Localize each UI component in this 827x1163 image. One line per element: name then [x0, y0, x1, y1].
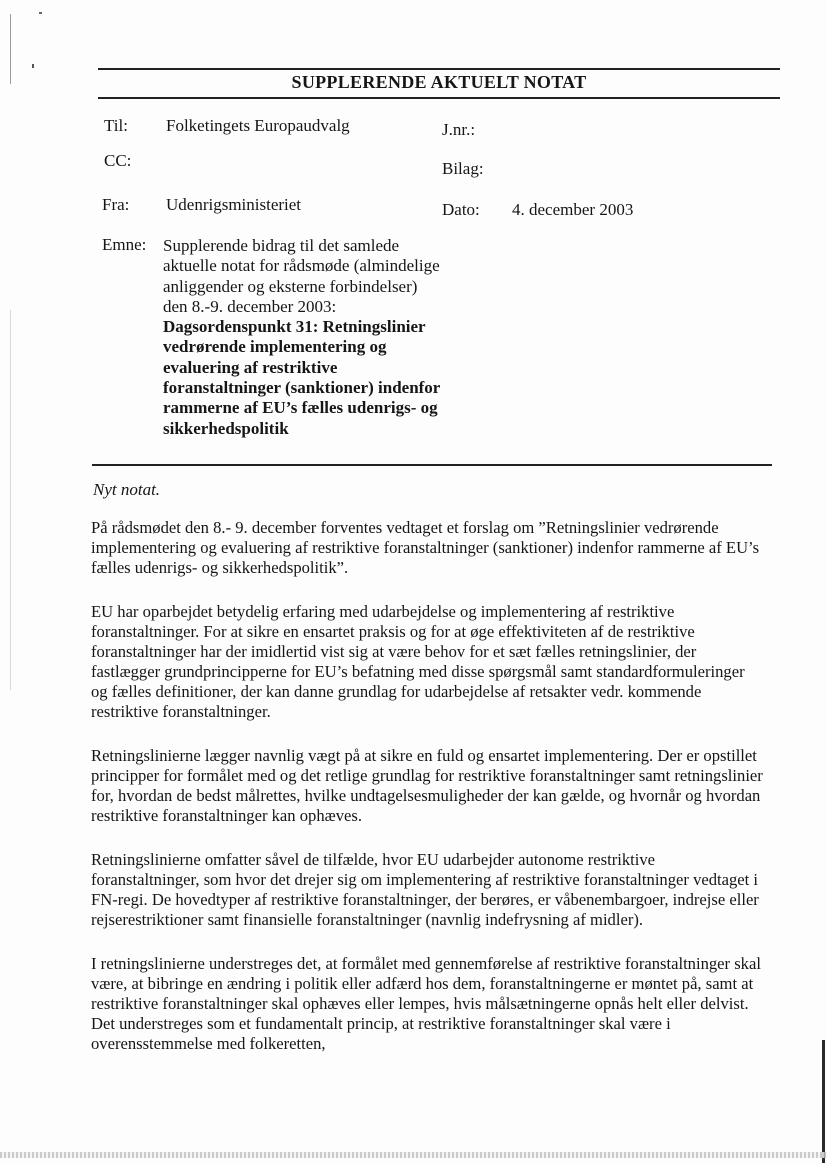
til-value: Folketingets Europaudvalg: [166, 116, 350, 135]
emne-label: Emne:: [102, 235, 147, 254]
subject-bold: Dagsordenspunkt 31: Retningslinier vedrørende implementering og evaluering af restriktive foranstaltninger (sanktioner) indenfor rammerne af EU’s fælles udenrigs- og sikkerhedspolitik: [163, 317, 441, 438]
title-rule-bottom: [98, 97, 780, 99]
jnr-label: J.nr.:: [442, 120, 476, 139]
bilag-label: Bilag:: [442, 159, 484, 178]
cc-label: CC:: [104, 151, 132, 170]
fra-value: Udenrigsministeriet: [166, 195, 302, 214]
paragraph-1: På rådsmødet den 8.- 9. december forventes vedtaget et forslag om ”Retningslinier vedrørende implementering og evaluering af restriktive foranstaltninger (sanktioner) indenfor rammerne af EU’s fælles udenrigs- og sikkerhedspolitik”.: [91, 518, 760, 577]
header-divider: [92, 464, 772, 466]
scan-artifact: [10, 310, 11, 690]
til-label: Til:: [104, 116, 128, 135]
scan-artifact: [39, 12, 42, 14]
document-title: SUPPLERENDE AKTUELT NOTAT: [291, 72, 587, 92]
scan-artifact: [10, 14, 11, 84]
paragraph-2: EU har oparbejdet betydelig erfaring med udarbejdelse og implementering af restriktive foranstaltninger. For at sikre en ensartet praksis og for at øge effektiviteten af de restriktive foranstaltninger har der imidlertid vist sig at være behov for et sæt fælles retningslinier, der fastlægger grundprincipperne for EU’s befatning med disse spørgsmål samt standardformuleringer og fælles definitioner, der kan danne grundlag for udarbejdelse af retsakter vedr. kommende restriktive foranstaltninger.: [91, 602, 745, 721]
dato-label: Dato:: [442, 200, 480, 219]
body-text: [91, 518, 763, 1078]
paragraph-5: I retningslinierne understreges det, at formålet med gennemførelse af restriktive foranstaltninger skal være, at bibringe en ændring i politik eller adfærd hos dem, foranstaltningerne er møntet på, samt at restriktive foranstaltninger skal ophæves eller lempes, hvis målsætningerne opnås helt eller delvist. Det understreges som et fundamentalt princip, at restriktive foranstaltninger skal være i overensstemmelse med folkeretten,: [91, 954, 761, 1053]
scan-artifact: [0, 1152, 827, 1158]
paragraph-4: Retningslinierne omfatter såvel de tilfælde, hvor EU udarbejder autonome restriktive foranstaltninger, som hvor det drejer sig om implementering af restriktive foranstaltninger vedtaget i FN-regi. De hovedtyper af restriktive foranstaltninger, der berøres, er våbenembargoer, indrejse eller rejserestriktioner samt finansielle foranstaltninger (navnlig indefrysning af midler).: [91, 850, 759, 929]
subject-text: [163, 236, 443, 439]
scan-artifact: [822, 1040, 825, 1163]
scan-artifact: [32, 64, 34, 68]
paragraph-3: Retningslinierne lægger navnlig vægt på at sikre en fuld og ensartet implementering. Der er opstillet principper for formålet med og det retlige grundlag for restriktive foranstaltninger samt retningslinier for, hvordan de bedst målrettes, hvilke undtagelsesmuligheder der kan gælde, og hvornår og hvordan restriktive foranstaltninger kan ophæves.: [91, 746, 763, 825]
fra-label: Fra:: [102, 195, 130, 214]
title-rule-top: [98, 68, 780, 70]
note-status: Nyt notat.: [93, 480, 161, 499]
subject-plain: Supplerende bidrag til det samlede aktuelle notat for rådsmøde (almindelige anliggender og eksterne forbindelser) den 8.-9. december 2003:: [163, 236, 440, 316]
dato-value: 4. december 2003: [512, 200, 634, 219]
